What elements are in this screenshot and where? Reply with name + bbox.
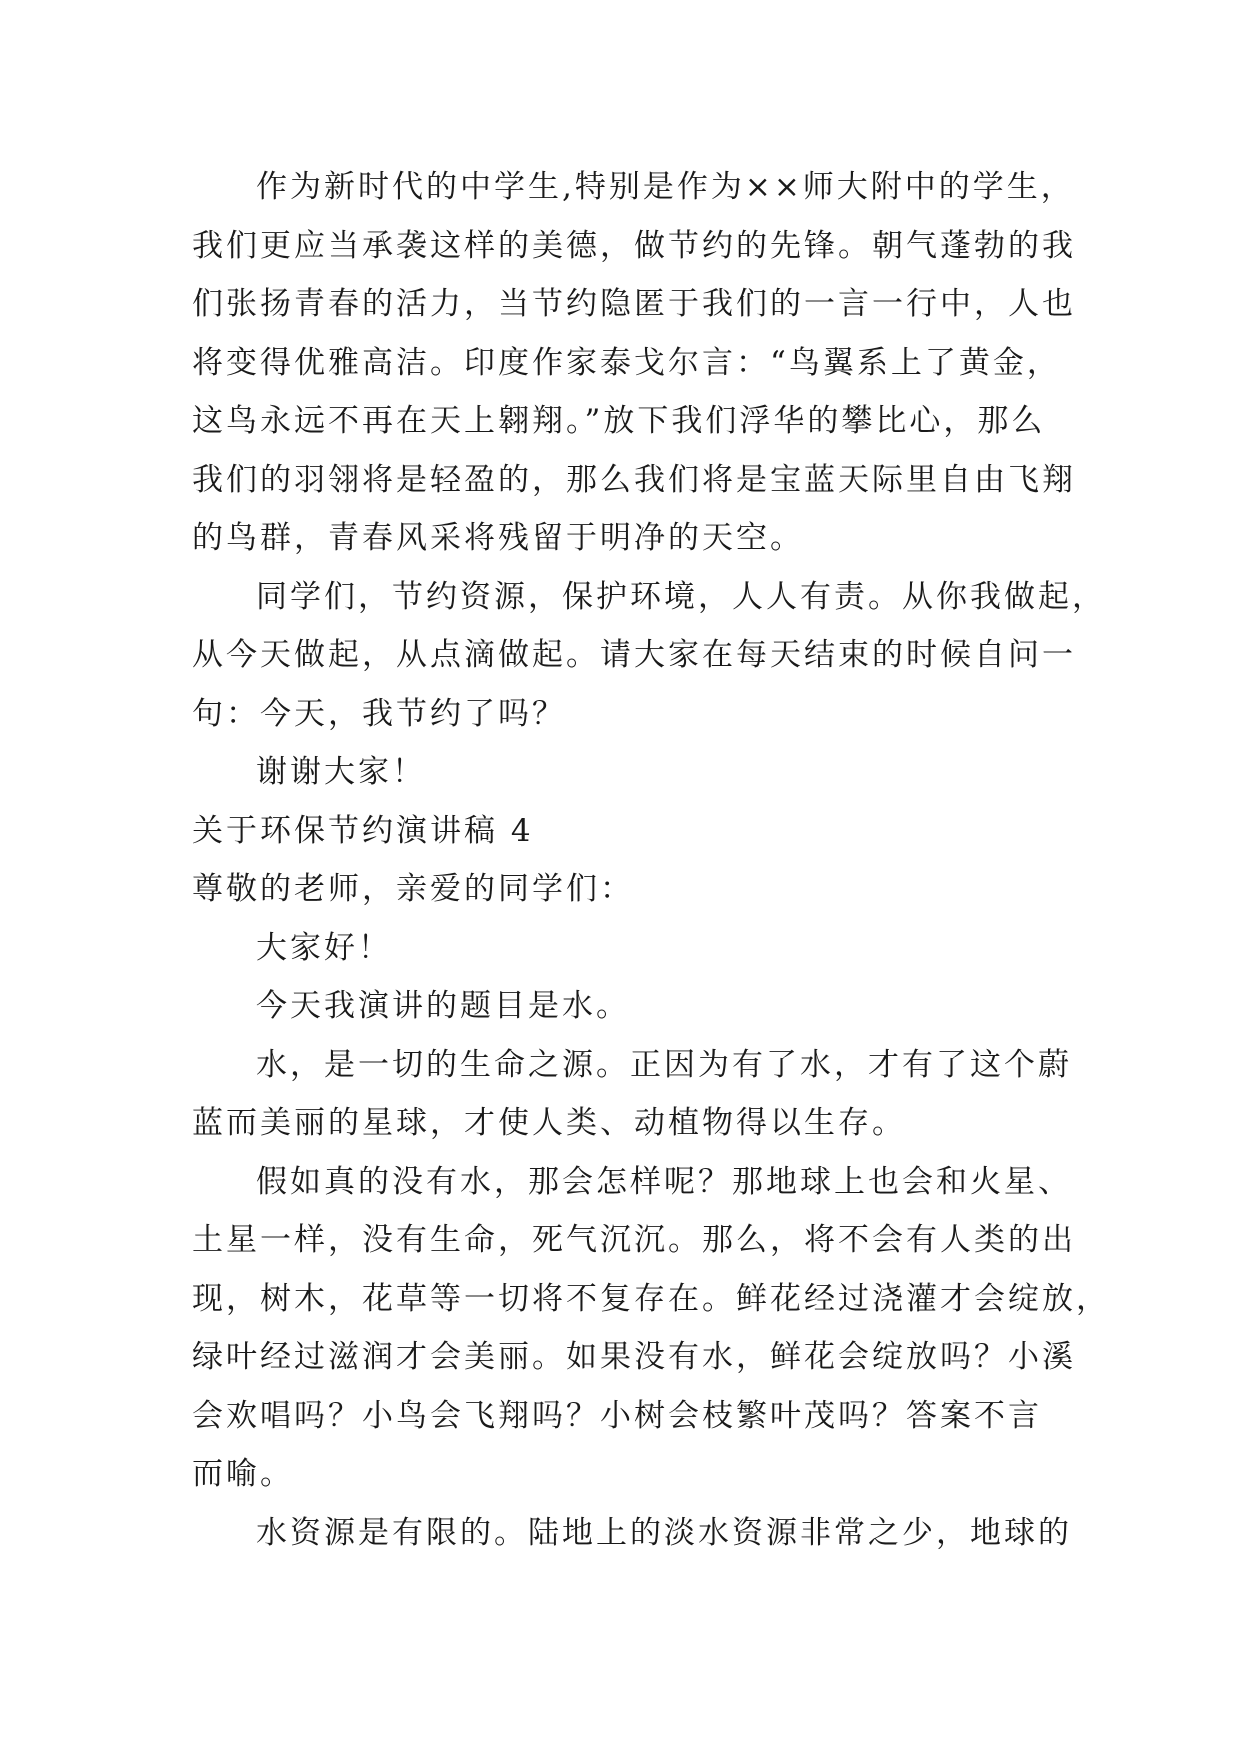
text-line: 会欢唱吗？小鸟会飞翔吗？小树会枝繁叶茂吗？答案不言 <box>192 1397 1042 1434</box>
text-line: 将变得优雅高洁。印度作家泰戈尔言：“鸟翼系上了黄金， <box>192 344 1061 381</box>
text-line: 而喻。 <box>192 1456 294 1492</box>
text-line: 尊敬的老师，亲爱的同学们： <box>192 871 634 907</box>
text-line: 这鸟永远不再在天上翱翔。”放下我们浮华的攀比心，那么 <box>192 403 1046 439</box>
text-line: 句：今天，我节约了吗？ <box>192 695 566 732</box>
text-line: 现，树木，花草等一切将不复存在。鲜花经过浇灌才会绽放， <box>192 1280 1110 1317</box>
text-line: 蓝而美丽的星球，才使人类、动植物得以生存。 <box>192 1105 906 1141</box>
text-line: 我们更应当承袭这样的美德，做节约的先锋。朝气蓬勃的我 <box>192 227 1076 264</box>
text-line: 谢谢大家！ <box>256 754 426 790</box>
text-line: 的鸟群，青春风采将残留于明净的天空。 <box>192 520 804 556</box>
text-line: 同学们，节约资源，保护环境，人人有责。从你我做起， <box>256 578 1106 615</box>
text-line: 绿叶经过滋润才会美丽。如果没有水，鲜花会绽放吗？小溪 <box>192 1339 1076 1375</box>
text-line: 作为新时代的中学生,特别是作为××师大附中的学生， <box>256 169 1075 205</box>
text-line: 假如真的没有水，那会怎样呢？那地球上也会和火星、 <box>256 1163 1072 1200</box>
text-line: 今天我演讲的题目是水。 <box>256 988 630 1024</box>
document-body <box>192 158 1110 1562</box>
text-line: 我们的羽翎将是轻盈的，那么我们将是宝蓝天际里自由飞翔 <box>192 461 1076 498</box>
text-line: 们张扬青春的活力，当节约隐匿于我们的一言一行中，人也 <box>192 286 1076 322</box>
text-line: 大家好！ <box>256 929 392 966</box>
text-line: 土星一样，没有生命，死气沉沉。那么，将不会有人类的出 <box>192 1222 1076 1258</box>
text-line: 关于环保节约演讲稿 4 <box>192 812 534 849</box>
text-line: 水资源是有限的。陆地上的淡水资源非常之少，地球的 <box>256 1514 1072 1551</box>
text-line: 水，是一切的生命之源。正因为有了水，才有了这个蔚 <box>256 1046 1072 1083</box>
text-line: 从今天做起，从点滴做起。请大家在每天结束的时候自问一 <box>192 637 1076 673</box>
